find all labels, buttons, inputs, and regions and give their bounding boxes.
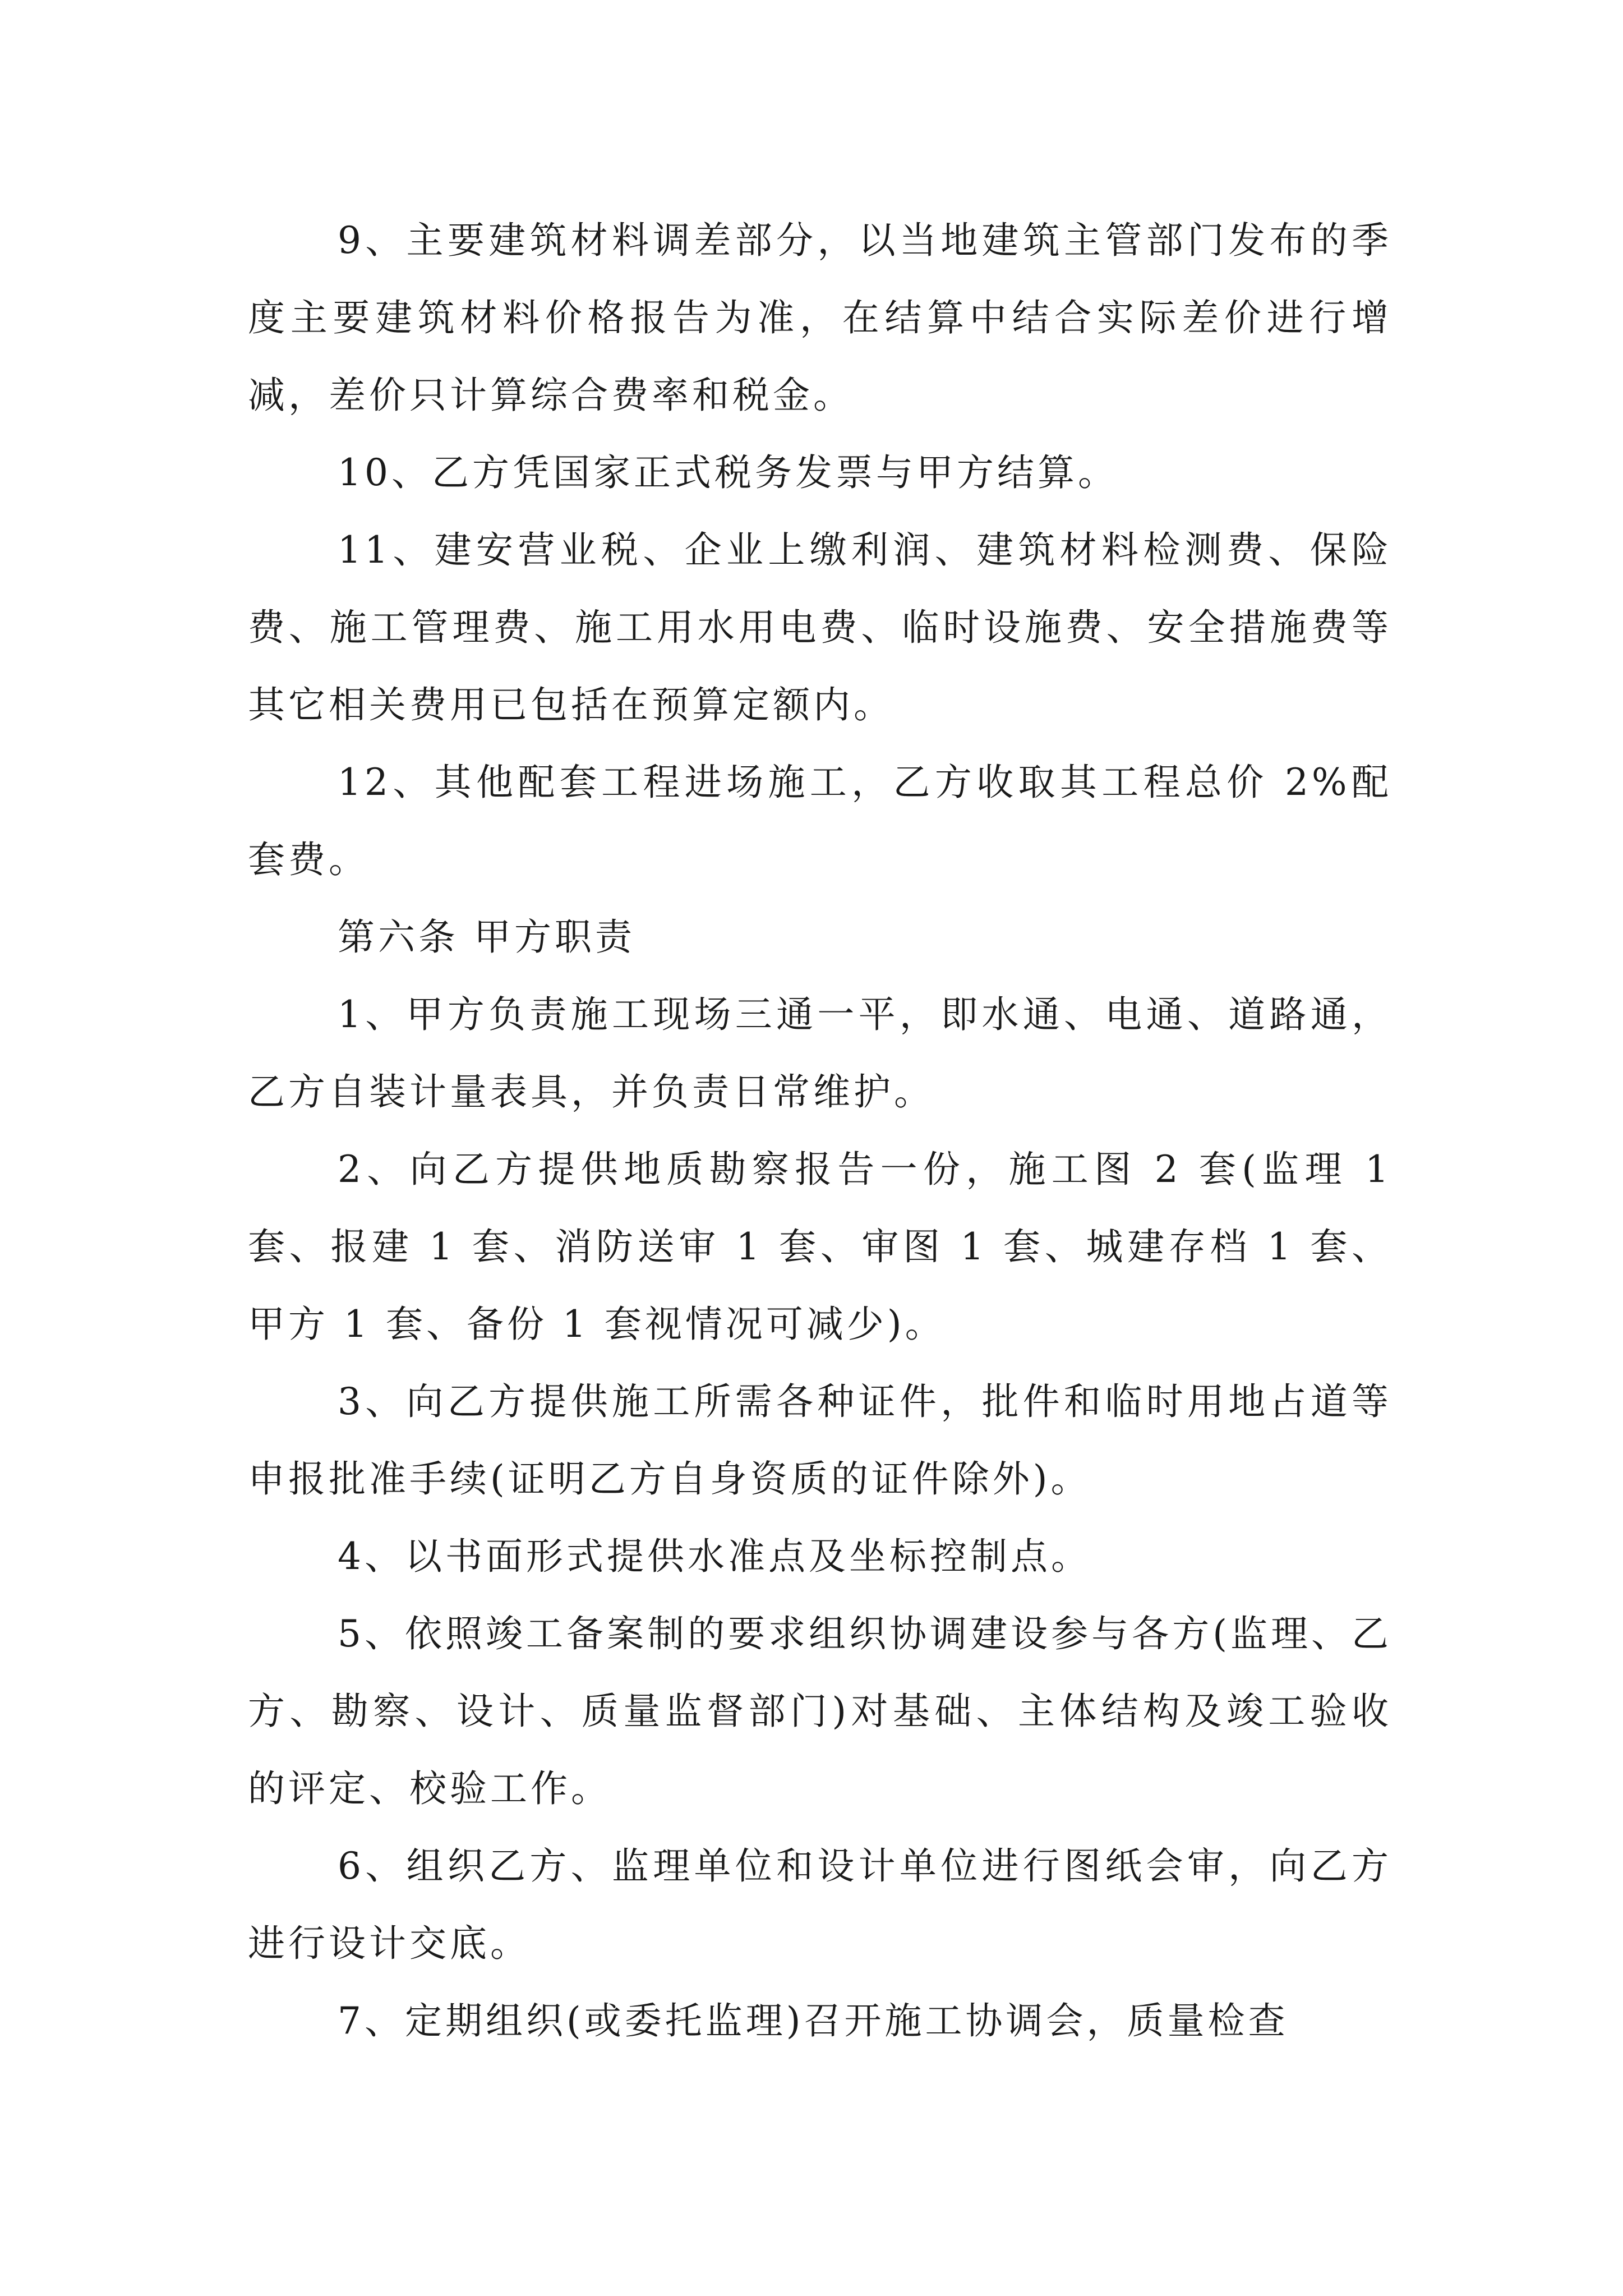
paragraph-duty-6: 6、组织乙方、监理单位和设计单位进行图纸会审，向乙方进行设计交底。 (248, 1844, 1392, 1965)
paragraph-clause-10: 10、乙方凭国家正式税务发票与甲方结算。 (338, 451, 1118, 494)
paragraph-clause-12: 12、其他配套工程进场施工，乙方收取其工程总价 2%配套费。 (248, 761, 1392, 881)
section-heading-article-6: 第六条 甲方职责 (338, 915, 635, 959)
paragraph-duty-3: 3、向乙方提供施工所需各种证件，批件和临时用地占道等申报批准手续(证明乙方自身资质的证件除外)。 (248, 1380, 1392, 1501)
paragraph-duty-4: 4、以书面形式提供水准点及坐标控制点。 (338, 1535, 1091, 1578)
paragraph-clause-9: 9、主要建筑材料调差部分，以当地建筑主管部门发布的季度主要建筑材料价格报告为准，在结算中结合实际差价进行增减，差价只计算综合费率和税金。 (248, 219, 1392, 417)
paragraph-duty-2: 2、向乙方提供地质勘察报告一份，施工图 2 套(监理 1 套、报建 1 套、消防送审 1 套、审图 1 套、城建存档 1 套、甲方 1 套、备份 1 套视情况可减少)。 (248, 1148, 1392, 1346)
paragraph-duty-7: 7、定期组织(或委托监理)召开施工协调会，质量检查 (338, 1999, 1289, 2042)
paragraph-clause-11: 11、建安营业税、企业上缴利润、建筑材料检测费、保险费、施工管理费、施工用水用电费、临时设施费、安全措施费等其它相关费用已包括在预算定额内。 (248, 528, 1392, 726)
paragraph-duty-1: 1、甲方负责施工现场三通一平，即水通、电通、道路通，乙方自装计量表具，并负责日常维护。 (248, 993, 1392, 1114)
document-body (248, 202, 1392, 2060)
paragraph-duty-5: 5、依照竣工备案制的要求组织协调建设参与各方(监理、乙方、勘察、设计、质量监督部门)对基础、主体结构及竣工验收的评定、校验工作。 (248, 1612, 1392, 1810)
